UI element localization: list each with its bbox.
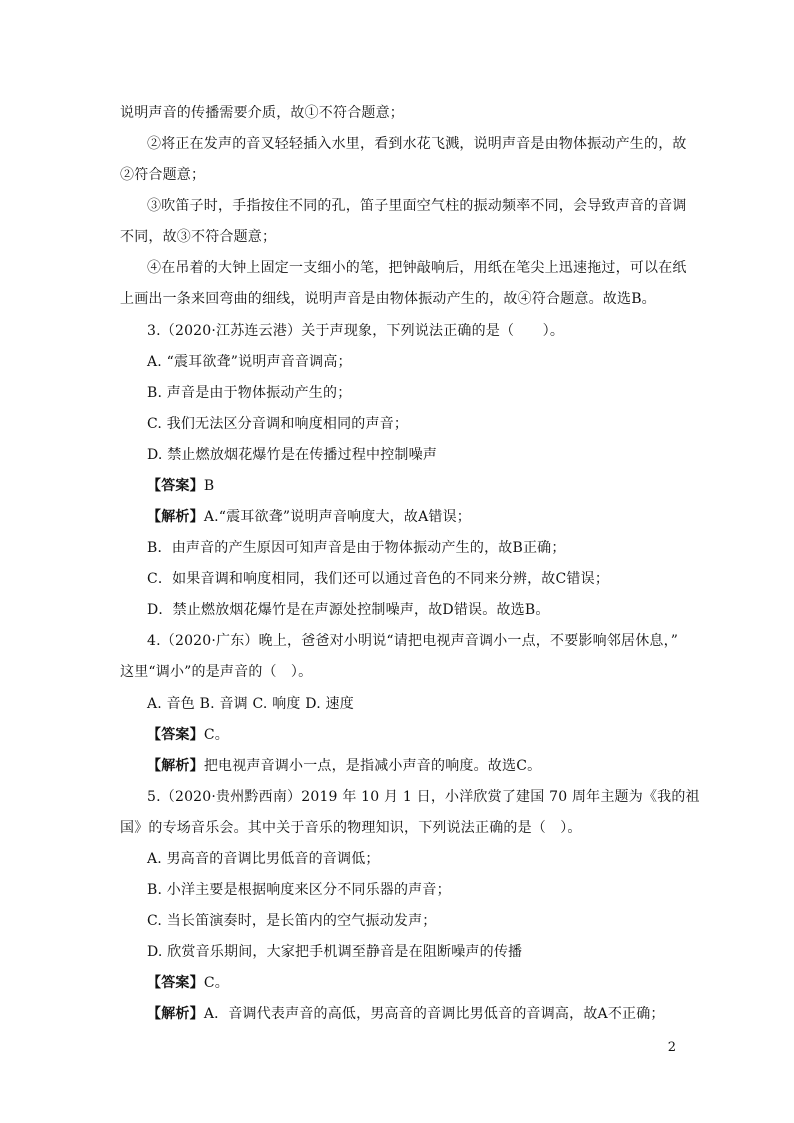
text-line: ②符合题意； (120, 167, 206, 183)
text-line: 说明声音的传播需要介质，故①不符合题意； (120, 105, 404, 121)
answer-line: 【答案】B (147, 478, 215, 494)
question-4-stem: 4.（2020·广东）晚上，爸爸对小明说“请把电视声音调小一点，不要影响邻居休息，” (147, 633, 679, 649)
options-line: A. 音色 B. 音调 C. 响度 D. 速度 (147, 696, 354, 712)
answer-label: 【答案】 (147, 727, 204, 743)
text-line: D．禁止燃放烟花爆竹是在声源处控制噪声，故D错误。故选B。 (147, 602, 550, 618)
text-line: 上画出一条来回弯曲的细线，说明声音是由物体振动产生的，故④符合题意。故选B。 (120, 291, 656, 307)
analysis-label: 【解析】 (147, 509, 204, 525)
text-line: 这里“调小”的是声音的（ ）。 (120, 664, 313, 680)
text-line: B．由声音的产生原因可知声音是由于物体振动产生的，故B正确； (147, 540, 566, 556)
option-a: A. 男高音的音调比男低音的音调低； (147, 851, 380, 867)
analysis-line: 【解析】把电视声音调小一点，是指减小声音的响度。故选C。 (147, 758, 542, 774)
analysis-line: 【解析】A.“震耳欲聋”说明声音响度大，故A错误； (147, 509, 471, 525)
option-d: D. 欣赏音乐期间，大家把手机调至静音是在阻断噪声的传播 (147, 944, 523, 960)
answer-line: 【答案】C。 (147, 727, 229, 743)
analysis-label: 【解析】 (147, 758, 204, 774)
text-line: ②将正在发声的音叉轻轻插入水里，看到水花飞溅，说明声音是由物体振动产生的，故 (147, 136, 687, 152)
answer-label: 【答案】 (147, 478, 204, 494)
text-line: C．如果音调和响度相同，我们还可以通过音色的不同来分辨，故C错误； (147, 571, 610, 587)
option-c: C. 当长笛演奏时，是长笛内的空气振动发声； (147, 913, 437, 929)
option-d: D. 禁止燃放烟花爆竹是在传播过程中控制噪声 (147, 447, 438, 463)
analysis-label: 【解析】 (147, 1006, 204, 1022)
text-line: ④在吊着的大钟上固定一支细小的笔，把钟敲响后，用纸在笔尖上迅速拖过，可以在纸 (147, 260, 687, 276)
text-line: ③吹笛子时，手指按住不同的孔，笛子里面空气柱的振动频率不同，会导致声音的音调 (147, 198, 687, 214)
option-a: A. “震耳欲聋”说明声音音调高； (147, 354, 352, 370)
question-5-stem: 5.（2020·贵州黔西南）2019 年 10 月 1 日，小洋欣赏了建国 70 周年主题为《我的祖 (147, 789, 700, 805)
question-3-stem: 3.（2020·江苏连云港）关于声现象，下列说法正确的是（ ）。 (147, 323, 565, 339)
analysis-line: 【解析】A．音调代表声音的高低，男高音的音调比男低音的音调高，故A不正确； (147, 1006, 665, 1022)
option-c: C. 我们无法区分音调和响度相同的声音； (147, 416, 409, 432)
answer-line: 【答案】C。 (147, 975, 229, 991)
page-number: 2 (667, 1040, 676, 1055)
option-b: B. 小洋主要是根据响度来区分不同乐器的声音； (147, 882, 451, 898)
text-line: 不同，故③不符合题意； (120, 229, 277, 245)
answer-label: 【答案】 (147, 975, 204, 991)
option-b: B. 声音是由于物体振动产生的； (147, 385, 352, 401)
text-line: 国》的专场音乐会。其中关于音乐的物理知识，下列说法正确的是（ ）。 (120, 820, 582, 836)
